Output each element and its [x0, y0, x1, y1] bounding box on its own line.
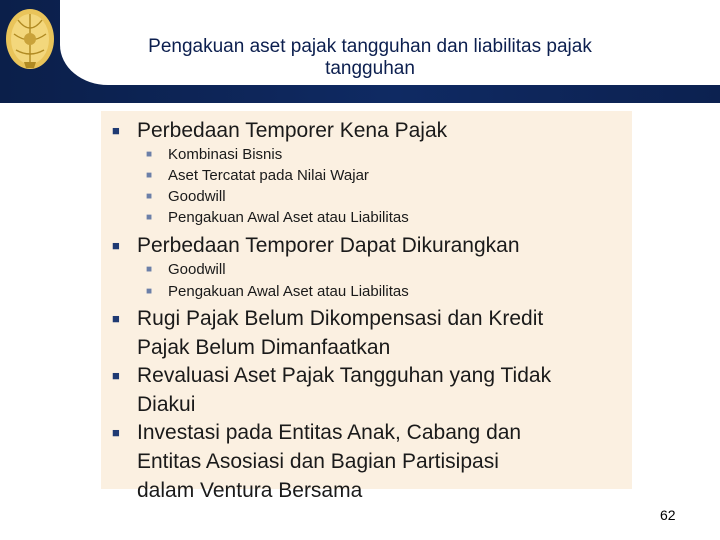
- square-bullet-icon: ■: [112, 425, 120, 440]
- square-bullet-icon: ■: [112, 368, 120, 383]
- sub-bullet: Goodwill: [168, 261, 226, 278]
- bullet-2: Perbedaan Temporer Dapat Dikurangkan: [137, 234, 520, 257]
- bullet-3-line-1: Rugi Pajak Belum Dikompensasi dan Kredit: [137, 307, 544, 330]
- page-number: 62: [660, 507, 676, 523]
- slide-title: Pengakuan aset pajak tangguhan dan liabilitas pajak tangguhan: [148, 36, 592, 79]
- square-bullet-icon: ■: [146, 170, 153, 181]
- square-bullet-icon: ■: [112, 311, 120, 326]
- sub-bullet: Aset Tercatat pada Nilai Wajar: [168, 167, 369, 184]
- bullet-5-line-2: Entitas Asosiasi dan Bagian Partisipasi: [137, 450, 499, 473]
- square-bullet-icon: ■: [146, 212, 153, 223]
- sub-bullet: Pengakuan Awal Aset atau Liabilitas: [168, 209, 409, 226]
- square-bullet-icon: ■: [146, 286, 153, 297]
- square-bullet-icon: ■: [146, 264, 153, 275]
- bullet-4-line-1: Revaluasi Aset Pajak Tangguhan yang Tidak: [137, 364, 552, 387]
- bullet-5-line-1: Investasi pada Entitas Anak, Cabang dan: [137, 421, 522, 444]
- university-emblem-icon: [4, 6, 56, 72]
- bullet-4-line-2: Diakui: [137, 393, 196, 416]
- bullet-1: Perbedaan Temporer Kena Pajak: [137, 119, 448, 142]
- square-bullet-icon: ■: [146, 149, 153, 160]
- square-bullet-icon: ■: [112, 123, 120, 138]
- sub-bullet: Kombinasi Bisnis: [168, 146, 283, 163]
- square-bullet-icon: ■: [112, 238, 120, 253]
- bullet-5-line-3: dalam Ventura Bersama: [137, 479, 363, 502]
- sub-bullet: Goodwill: [168, 188, 226, 205]
- bullet-3-line-2: Pajak Belum Dimanfaatkan: [137, 336, 391, 359]
- square-bullet-icon: ■: [146, 191, 153, 202]
- sub-bullet: Pengakuan Awal Aset atau Liabilitas: [168, 283, 409, 300]
